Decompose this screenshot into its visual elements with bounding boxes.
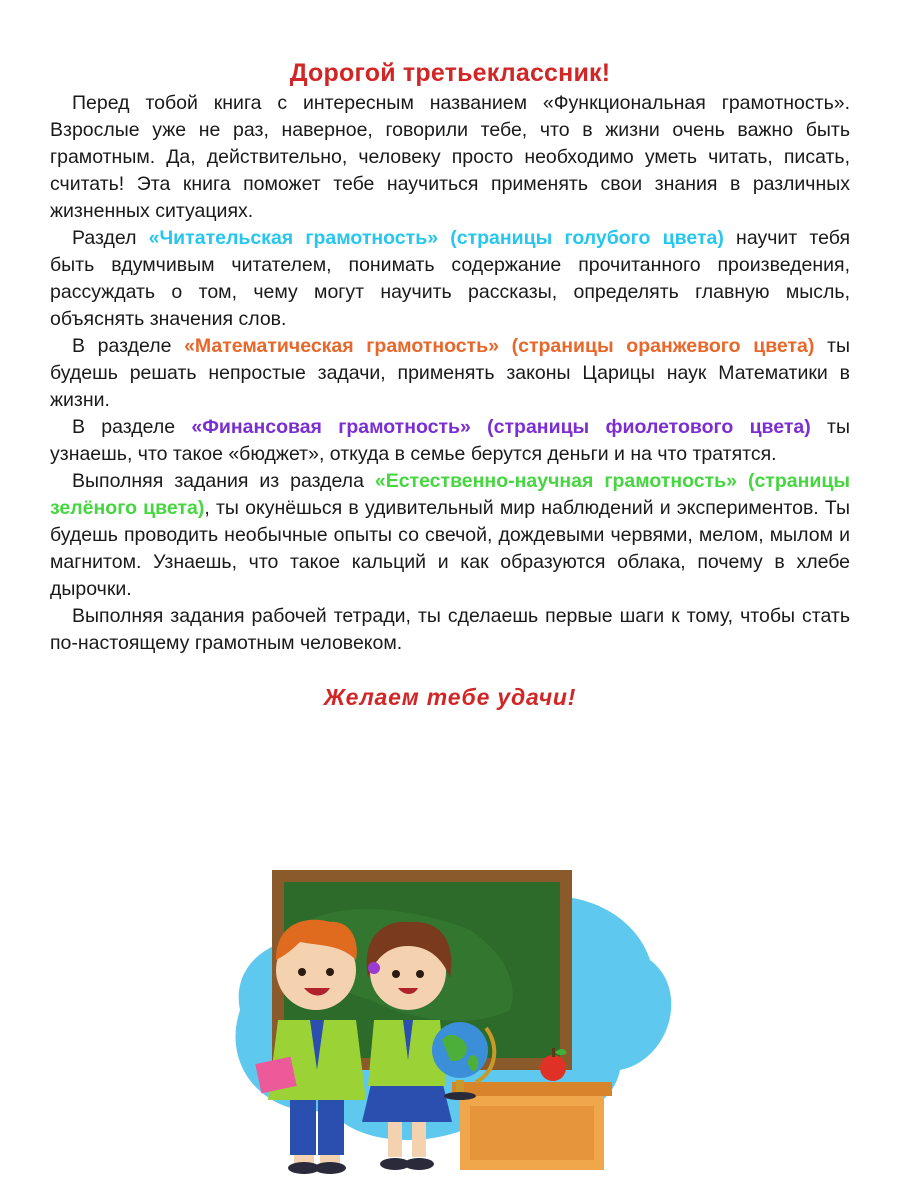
- page-title: Дорогой третьеклассник!: [289, 58, 611, 87]
- paragraph-intro: [50, 90, 850, 225]
- paragraph-math-section: [50, 333, 850, 414]
- closing-wish: Желаем тебе удачи!: [323, 684, 577, 710]
- paragraph-text: Выполняя задания из раздела: [72, 470, 375, 492]
- paragraph-text: ты будешь решать непростые задачи, применять законы Царицы наук Математики в жизни.: [50, 335, 850, 411]
- paragraph-text: Выполняя задания рабочей тетради, ты сделаешь первые шаги к тому, чтобы стать по-настоящему грамотным человеком.: [50, 605, 850, 654]
- reading-section-highlight: «Читательская грамотность» (страницы голубого цвета): [148, 227, 724, 249]
- paragraph-science-section: [50, 468, 850, 603]
- school-children-at-chalkboard-icon: [220, 860, 680, 1180]
- finance-section-highlight: «Финансовая грамотность» (страницы фиолетового цвета): [191, 416, 811, 438]
- paragraph-conclusion: [50, 603, 850, 657]
- paragraph-text: , ты окунёшься в удивительный мир наблюдений и экспериментов. Ты будешь проводить необычные опыты со свечой, дождевыми червями, мелом, мылом и магнитом. Узнаешь, что такое кальций и как образуются облака, почему в хлебе дырочки.: [50, 497, 850, 600]
- math-section-highlight: «Математическая грамотность» (страницы оранжевого цвета): [184, 335, 815, 357]
- paragraph-finance-section: [50, 414, 850, 468]
- paragraph-text: научит тебя быть вдумчивым читателем, понимать содержание прочитанного произведения, рассуждать о том, чему могут научить рассказы, определять главную мысль, объяснять значения слов.: [50, 227, 851, 330]
- paragraph-text: В разделе: [72, 416, 192, 438]
- intro-text: [50, 90, 850, 657]
- paragraph-text: Раздел: [72, 227, 149, 249]
- paragraph-text: ты узнаешь, что такое «бюджет», откуда в семье берутся деньги и на что тратятся.: [50, 416, 850, 465]
- paragraph-text: В разделе: [72, 335, 185, 357]
- paragraph-reading-section: [50, 225, 850, 333]
- paragraph-text: Перед тобой книга с интересным названием «Функциональная грамотность». Взрослые уже не раз, наверное, говорили тебе, что в жизни очень важно быть грамотным. Да, действительно, человеку просто необходимо уметь читать, писать, считать! Эта книга поможет тебе научиться применять свои знания в различных жизненных ситуациях.: [50, 92, 850, 222]
- science-section-highlight: «Естественно-научная грамотность» (страницы зелёного цвета): [50, 470, 850, 519]
